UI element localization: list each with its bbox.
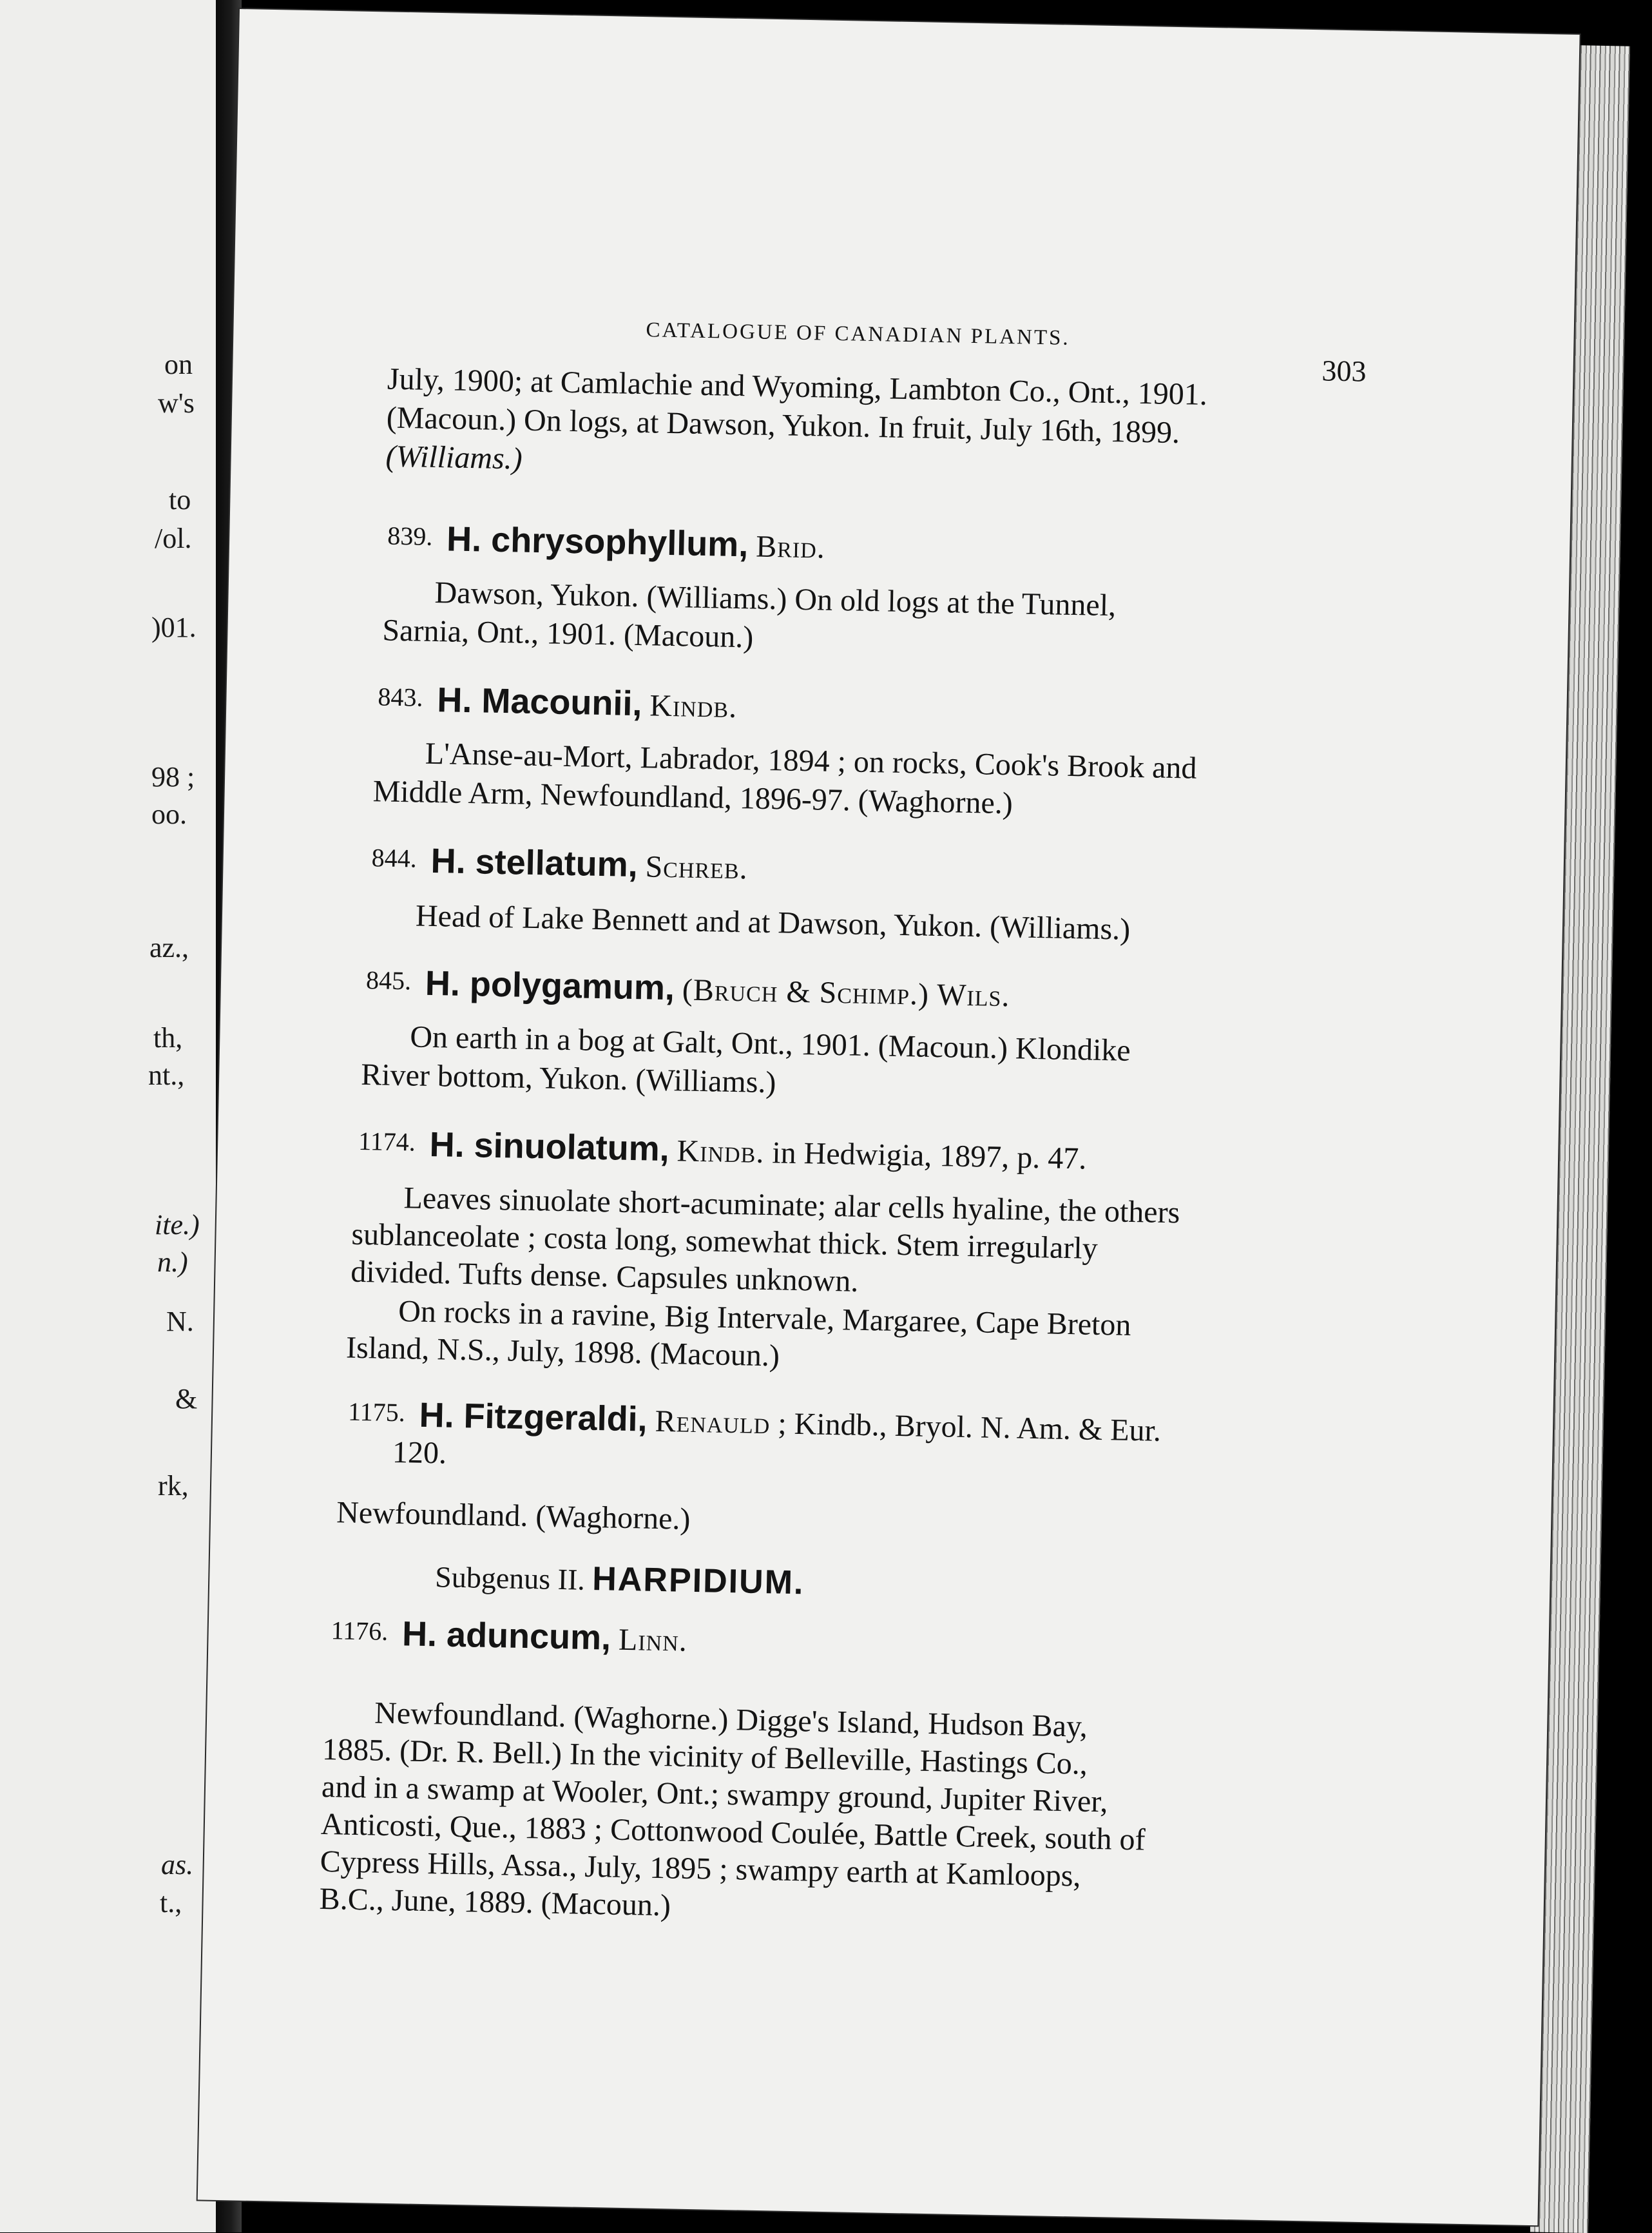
species-heading <box>371 840 748 887</box>
left-fragment: to <box>169 484 191 516</box>
species-name: H. chrysophyllum, <box>446 519 749 565</box>
left-fragment: n.) <box>157 1246 188 1278</box>
subgenus-name: HARPIDIUM. <box>591 1560 805 1602</box>
species-name: H. aduncum, <box>401 1614 611 1658</box>
left-fragment: as. <box>161 1849 194 1880</box>
left-fragment: w's <box>158 387 195 419</box>
previous-page-edge <box>0 0 216 2232</box>
running-header: CATALOGUE OF CANADIAN PLANTS. <box>646 318 1070 350</box>
species-heading <box>387 518 826 566</box>
left-fragment: & <box>175 1383 198 1415</box>
left-fragment: oo. <box>151 798 187 830</box>
left-fragment: 98 ; <box>151 761 195 793</box>
entry-text: 1885. (Dr. R. Bell.) In the vicinity of Belleville, Hastings Co., <box>322 1732 1088 1781</box>
species-authority: Kindb. <box>677 1134 765 1170</box>
left-fragment: N. <box>166 1306 194 1337</box>
species-authority: Schreb. <box>645 849 749 886</box>
species-heading <box>331 1612 687 1659</box>
citation-continuation: 120. <box>392 1435 447 1471</box>
entry-text: Anticosti, Que., 1883 ; Cottonwood Coulée, Battle Creek, south of <box>320 1806 1146 1857</box>
species-name: H. stellatum, <box>430 841 639 885</box>
entry-text: Middle Arm, Newfoundland, 1896-97. (Waghorne.) <box>372 774 1013 821</box>
entry-number: 845. <box>365 965 412 995</box>
entry-text: Dawson, Yukon. (Williams.) On old logs at the Tunnel, <box>434 575 1117 623</box>
continuation-line: (Macoun.) On logs, at Dawson, Yukon. In fruit, July 16th, 1899. <box>386 400 1180 450</box>
left-fragment: th, <box>153 1022 183 1054</box>
entry-text: B.C., June, 1889. (Macoun.) <box>319 1881 671 1923</box>
entry-text: On rocks in a ravine, Big Intervale, Margaree, Cape Breton <box>398 1294 1131 1342</box>
species-authority: Brid. <box>755 529 826 565</box>
species-name: H. polygamum, <box>425 963 675 1008</box>
citation: in Hedwigia, 1897, p. 47. <box>771 1136 1087 1176</box>
species-name: H. Macounii, <box>436 681 643 724</box>
left-fragment: rk, <box>158 1470 189 1502</box>
citation: ; Kindb., Bryol. N. Am. & Eur. <box>777 1406 1162 1448</box>
entry-text: On earth in a bog at Galt, Ont., 1901. (Macoun.) Klondike <box>409 1020 1131 1068</box>
entry-text: and in a swamp at Wooler, Ont.; swampy ground, Jupiter River, <box>321 1769 1108 1819</box>
entry-text: divided. Tufts dense. Capsules unknown. <box>350 1254 859 1299</box>
left-fragment: on <box>164 349 193 380</box>
entry-number: 839. <box>387 521 433 551</box>
left-fragment: )01. <box>151 612 197 643</box>
continuation-line: July, 1900; at Camlachie and Wyoming, Lambton Co., Ont., 1901. <box>387 362 1208 412</box>
entry-text: Newfoundland. (Waghorne.) <box>336 1495 691 1536</box>
left-fragment: ite.) <box>155 1209 200 1241</box>
species-heading <box>358 1123 1087 1177</box>
entry-text: L'Anse-au-Mort, Labrador, 1894 ; on rocks, Cook's Brook and <box>425 736 1197 786</box>
continuation-line: (Williams.) <box>385 439 523 476</box>
entry-text: Head of Lake Bennett and at Dawson, Yukon. (Williams.) <box>415 898 1131 947</box>
entry-number: 1176. <box>331 1615 389 1646</box>
entry-number: 1174. <box>358 1126 416 1157</box>
page-number: 303 <box>1321 354 1367 388</box>
left-fragment: nt., <box>148 1059 185 1091</box>
subgenus-heading <box>435 1556 805 1602</box>
subgenus-label: Subgenus II. <box>434 1560 586 1596</box>
entry-text: Island, N.S., July, 1898. (Macoun.) <box>345 1330 780 1373</box>
species-authority: Renauld <box>655 1404 771 1441</box>
species-authority: (Bruch & Schimp.) Wils. <box>682 972 1010 1014</box>
species-name: H. sinuolatum, <box>429 1125 670 1169</box>
species-authority: Linn. <box>618 1622 688 1658</box>
entry-number: 844. <box>371 842 418 873</box>
species-authority: Kindb. <box>649 688 738 725</box>
catalogue-page <box>198 9 1580 2225</box>
left-fragment: t., <box>160 1887 182 1919</box>
entry-text: River bottom, Yukon. (Williams.) <box>360 1057 776 1100</box>
entry-number: 1175. <box>347 1397 406 1427</box>
entry-text: Cypress Hills, Assa., July, 1895 ; swampy earth at Kamloops, <box>320 1844 1081 1893</box>
species-heading <box>348 1394 1162 1449</box>
entry-text: sublanceolate ; costa long, somewhat thick. Stem irregularly <box>351 1217 1099 1266</box>
entry-text: Sarnia, Ont., 1901. (Macoun.) <box>382 613 754 655</box>
left-fragment: az., <box>149 932 189 963</box>
entry-text: Leaves sinuolate short-acuminate; alar cells hyaline, the others <box>403 1181 1180 1230</box>
entry-text: Newfoundland. (Waghorne.) Digge's Island, Hudson Bay, <box>374 1696 1088 1744</box>
species-name: H. Fitzgeraldi, <box>419 1395 648 1439</box>
left-fragment: /ol. <box>155 523 192 554</box>
entry-number: 843. <box>378 681 423 712</box>
species-heading <box>365 962 1010 1014</box>
species-heading <box>378 679 738 726</box>
